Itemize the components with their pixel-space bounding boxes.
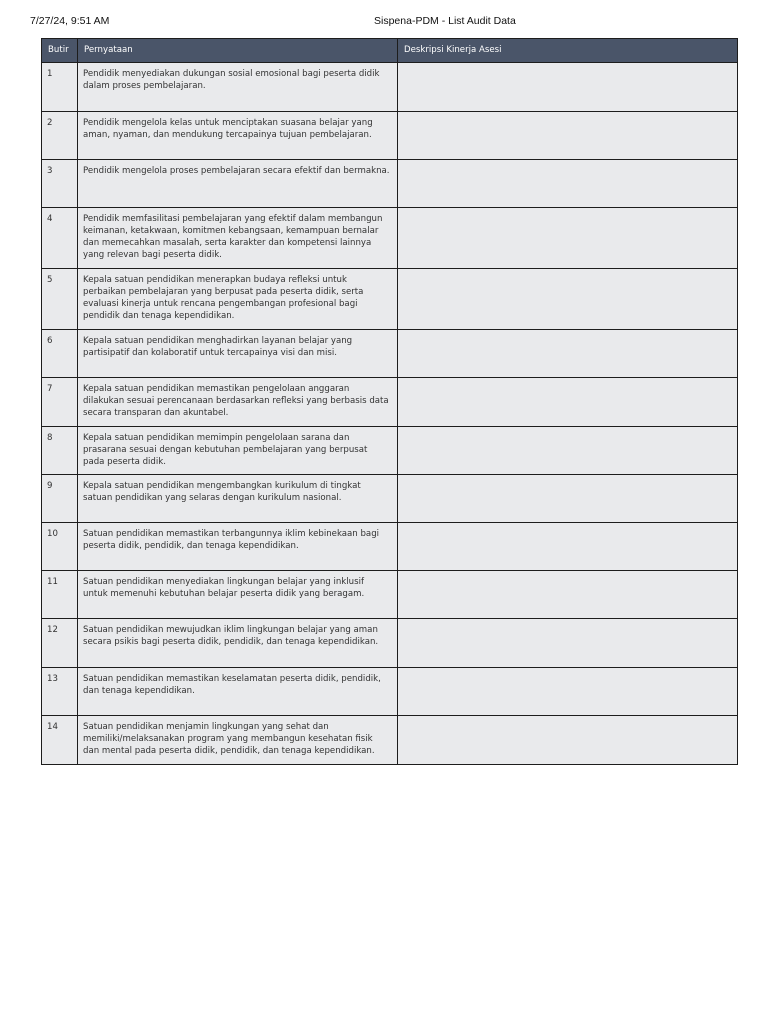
- cell-deskripsi[interactable]: [398, 160, 738, 208]
- column-header-pernyataan: Pernyataan: [78, 39, 398, 63]
- table-row: [42, 378, 738, 427]
- table-row: [42, 619, 738, 668]
- table-row: [42, 330, 738, 378]
- table-header-row: [42, 39, 738, 63]
- cell-pernyataan: Pendidik memfasilitasi pembelajaran yang efektif dalam membangun keimanan, ketakwaan, komitmen kebangsaan, kemampuan bernalar dan memecahkan masalah, serta karakter dan kompetensi lainnya yang relevan bagi peserta didik.: [78, 208, 398, 269]
- table-row: [42, 716, 738, 765]
- cell-butir: 12: [42, 619, 78, 668]
- table-row: [42, 112, 738, 160]
- cell-deskripsi[interactable]: [398, 523, 738, 571]
- cell-butir: 6: [42, 330, 78, 378]
- cell-deskripsi[interactable]: [398, 112, 738, 160]
- cell-butir: 2: [42, 112, 78, 160]
- print-header: [0, 15, 768, 29]
- cell-butir: 5: [42, 269, 78, 330]
- cell-pernyataan: Pendidik mengelola kelas untuk menciptakan suasana belajar yang aman, nyaman, dan mendukung tercapainya tujuan pembelajaran.: [78, 112, 398, 160]
- cell-deskripsi[interactable]: [398, 330, 738, 378]
- cell-deskripsi[interactable]: [398, 378, 738, 427]
- cell-pernyataan: Satuan pendidikan memastikan keselamatan peserta didik, pendidik, dan tenaga kependidikan.: [78, 668, 398, 716]
- table-row: [42, 668, 738, 716]
- cell-pernyataan: Satuan pendidikan menjamin lingkungan yang sehat dan memiliki/melaksanakan program yang membangun kesehatan fisik dan mental pada peserta didik, pendidik, dan tenaga kependidikan.: [78, 716, 398, 765]
- cell-deskripsi[interactable]: [398, 427, 738, 475]
- cell-pernyataan: Kepala satuan pendidikan mengembangkan kurikulum di tingkat satuan pendidikan yang selaras dengan kurikulum nasional.: [78, 475, 398, 523]
- cell-butir: 4: [42, 208, 78, 269]
- print-datetime: 7/27/24, 9:51 AM: [30, 15, 110, 27]
- cell-deskripsi[interactable]: [398, 475, 738, 523]
- cell-pernyataan: Kepala satuan pendidikan memastikan pengelolaan anggaran dilakukan sesuai perencanaan berdasarkan refleksi yang berbasis data secara transparan dan akuntabel.: [78, 378, 398, 427]
- print-page-title: Sispena-PDM - List Audit Data: [374, 15, 516, 27]
- cell-butir: 3: [42, 160, 78, 208]
- cell-butir: 7: [42, 378, 78, 427]
- column-header-butir: Butir: [42, 39, 78, 63]
- table-row: [42, 208, 738, 269]
- cell-pernyataan: Satuan pendidikan mewujudkan iklim lingkungan belajar yang aman secara psikis bagi peserta didik, pendidik, dan tenaga kependidikan.: [78, 619, 398, 668]
- cell-pernyataan: Kepala satuan pendidikan memimpin pengelolaan sarana dan prasarana sesuai dengan kebutuhan pembelajaran yang berpusat pada peserta didik.: [78, 427, 398, 475]
- cell-pernyataan: Kepala satuan pendidikan menerapkan budaya refleksi untuk perbaikan pembelajaran yang berpusat pada peserta didik, serta evaluasi kinerja untuk rencana pengembangan profesional bagi pendidik dan tenaga kependidikan.: [78, 269, 398, 330]
- cell-butir: 8: [42, 427, 78, 475]
- cell-deskripsi[interactable]: [398, 63, 738, 112]
- table-row: [42, 475, 738, 523]
- table-row: [42, 63, 738, 112]
- cell-deskripsi[interactable]: [398, 619, 738, 668]
- cell-butir: 14: [42, 716, 78, 765]
- cell-butir: 10: [42, 523, 78, 571]
- audit-data-table: [41, 38, 738, 765]
- cell-butir: 9: [42, 475, 78, 523]
- table-row: [42, 523, 738, 571]
- cell-butir: 13: [42, 668, 78, 716]
- cell-pernyataan: Satuan pendidikan memastikan terbangunnya iklim kebinekaan bagi peserta didik, pendidik, dan tenaga kependidikan.: [78, 523, 398, 571]
- cell-deskripsi[interactable]: [398, 269, 738, 330]
- cell-pernyataan: Pendidik menyediakan dukungan sosial emosional bagi peserta didik dalam proses pembelajaran.: [78, 63, 398, 112]
- column-header-deskripsi: Deskripsi Kinerja Asesi: [398, 39, 738, 63]
- table-row: [42, 427, 738, 475]
- cell-deskripsi[interactable]: [398, 571, 738, 619]
- cell-butir: 1: [42, 63, 78, 112]
- cell-pernyataan: Kepala satuan pendidikan menghadirkan layanan belajar yang partisipatif dan kolaboratif untuk tercapainya visi dan misi.: [78, 330, 398, 378]
- table-row: [42, 571, 738, 619]
- cell-butir: 11: [42, 571, 78, 619]
- cell-deskripsi[interactable]: [398, 208, 738, 269]
- cell-deskripsi[interactable]: [398, 716, 738, 765]
- table-row: [42, 160, 738, 208]
- cell-deskripsi[interactable]: [398, 668, 738, 716]
- cell-pernyataan: Pendidik mengelola proses pembelajaran secara efektif dan bermakna.: [78, 160, 398, 208]
- cell-pernyataan: Satuan pendidikan menyediakan lingkungan belajar yang inklusif untuk memenuhi kebutuhan belajar peserta didik yang beragam.: [78, 571, 398, 619]
- table-row: [42, 269, 738, 330]
